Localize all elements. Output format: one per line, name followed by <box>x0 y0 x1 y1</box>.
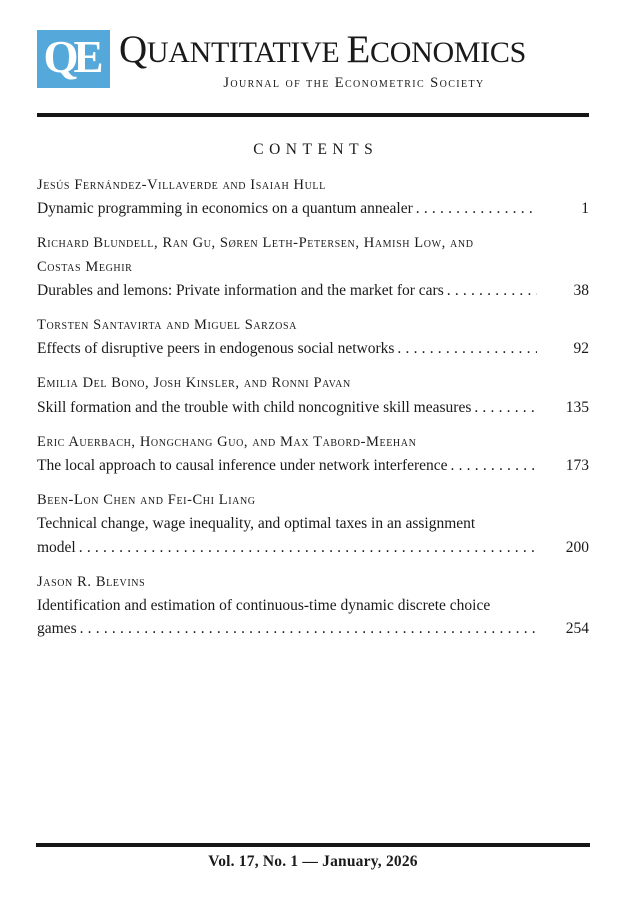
entry-title-last-line <box>37 396 589 419</box>
entry-page-number: 135 <box>565 398 589 416</box>
toc-entry <box>37 372 589 418</box>
entry-authors <box>37 489 589 512</box>
double-rule-top <box>37 113 589 117</box>
dot-leader <box>416 197 537 220</box>
journal-title <box>119 28 589 71</box>
journal-subtitle: Journal of the Econometric Society <box>223 75 485 91</box>
entry-title-last-line <box>37 197 589 220</box>
entry-authors <box>37 174 589 197</box>
dot-leader <box>474 396 537 419</box>
entry-authors <box>37 431 589 454</box>
entry-author-line: Costas Meghir <box>37 258 133 275</box>
journal-title-word: QUANTITATIVE <box>119 28 340 71</box>
entry-title-line: Technical change, wage inequality, and optimal taxes in an assignment <box>37 515 476 533</box>
entry-title-line: Identification and estimation of continuous-time dynamic discrete choice <box>37 597 491 615</box>
toc-list <box>37 174 589 640</box>
entry-author-line: Richard Blundell, Ran Gu, Søren Leth-Petersen, Hamish Low, and <box>37 235 474 252</box>
entry-title-text: Dynamic programming in economics on a quantum annealer <box>37 200 413 218</box>
entry-authors <box>37 372 589 395</box>
toc-entry <box>37 431 589 477</box>
entry-authors <box>37 571 589 594</box>
entry-page-number: 38 <box>573 281 589 299</box>
dot-leader <box>80 617 537 640</box>
entry-title-text: Durables and lemons: Private information and the market for cars <box>37 281 444 299</box>
entry-title <box>37 396 589 419</box>
masthead <box>37 30 589 90</box>
entry-title <box>37 279 589 302</box>
entry-page-number: 200 <box>565 538 589 556</box>
toc-entry <box>37 174 589 220</box>
dot-leader <box>447 279 537 302</box>
dot-leader <box>79 536 537 559</box>
entry-title-text: games <box>37 620 77 638</box>
double-rule-bottom <box>36 843 590 847</box>
qe-logo <box>37 30 110 88</box>
entry-title-text: Effects of disruptive peers in endogenous social networks <box>37 340 395 358</box>
entry-title-text: The local approach to causal inference under network interference <box>37 457 448 475</box>
toc-entry <box>37 489 589 559</box>
entry-author-line: Torsten Santavirta and Miguel Sarzosa <box>37 317 297 334</box>
entry-authors <box>37 314 589 337</box>
entry-title-last-line <box>37 337 589 360</box>
entry-title-last-line <box>37 279 589 302</box>
entry-page-number: 92 <box>573 340 589 358</box>
journal-title-word: ECONOMICS <box>346 28 526 71</box>
masthead-text <box>119 30 589 92</box>
entry-title <box>37 594 589 640</box>
entry-title-last-line <box>37 617 589 640</box>
toc-entry <box>37 571 589 641</box>
qe-logo-text: QE <box>43 32 99 82</box>
dot-leader <box>451 454 537 477</box>
entry-title <box>37 337 589 360</box>
entry-page-number: 254 <box>565 620 589 638</box>
issue-line: Vol. 17, No. 1 — January, 2026 <box>208 853 418 870</box>
entry-authors <box>37 232 589 278</box>
entry-title-last-line <box>37 454 589 477</box>
entry-title <box>37 512 589 558</box>
entry-title-last-line <box>37 536 589 559</box>
entry-title-text: model <box>37 538 76 556</box>
entry-title-text: Skill formation and the trouble with child noncognitive skill measures <box>37 398 472 416</box>
entry-title <box>37 197 589 220</box>
entry-page-number: 1 <box>581 200 589 218</box>
contents-heading: CONTENTS <box>253 141 379 158</box>
entry-author-line: Eric Auerbach, Hongchang Guo, and Max Tabord-Meehan <box>37 433 417 450</box>
entry-title <box>37 454 589 477</box>
toc-entry <box>37 314 589 360</box>
entry-page-number: 173 <box>565 457 589 475</box>
entry-author-line: Emilia Del Bono, Josh Kinsler, and Ronni Pavan <box>37 375 351 392</box>
dot-leader <box>397 337 537 360</box>
footer <box>36 843 590 871</box>
toc-entry <box>37 232 589 302</box>
entry-author-line: Jason R. Blevins <box>37 573 146 590</box>
entry-author-line: Been-Lon Chen and Fei-Chi Liang <box>37 492 256 509</box>
entry-author-line: Jesús Fernández-Villaverde and Isaiah Hull <box>37 177 326 193</box>
